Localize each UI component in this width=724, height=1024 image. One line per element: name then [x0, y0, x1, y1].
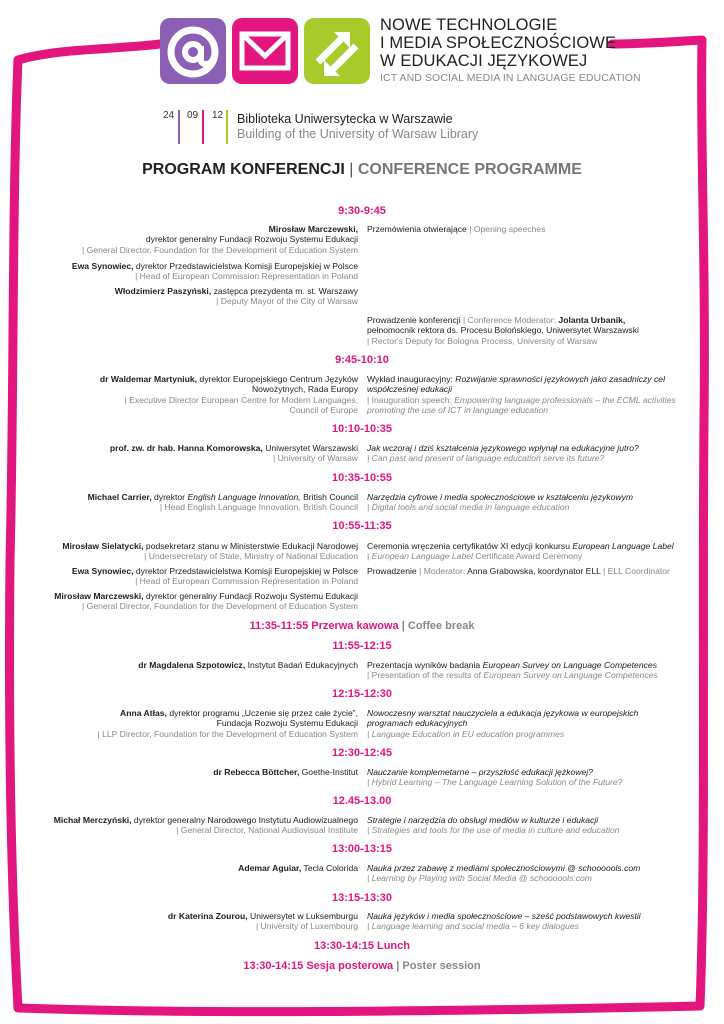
- time-slot-header: 9:30-9:45: [338, 205, 386, 217]
- talk-title-en: Empowering language professionals – the ECML activities: [454, 394, 676, 405]
- speaker-role: dyrektor Przedstawicielstwa Komisji Europejskiej w Polsce: [133, 566, 358, 576]
- speaker-role-en: | LLP Director, Foundation for the Development of Education System: [97, 728, 358, 739]
- time-slot-header: 10:35-10:55: [332, 472, 392, 484]
- talk-title-en-label: European Language Label: [371, 551, 473, 562]
- moderator-label-pl: Prowadzenie: [367, 566, 417, 576]
- time-slot-header: 12:30-12:45: [332, 747, 392, 759]
- speaker-role-en: | General Director, Foundation for the Development of Education System: [82, 244, 358, 255]
- talk-title-pl: Prezentacja wyników badania: [367, 660, 483, 670]
- speaker-block: [72, 261, 358, 282]
- talk-title-pl: Narzędzia cyfrowe i media społecznościowe w kształceniu językowym: [367, 492, 634, 502]
- speaker-block: [72, 566, 358, 587]
- talk-title: [367, 708, 638, 739]
- poster-session-en: | Poster session: [393, 960, 481, 972]
- moderator-label-pl: Prowadzenie konferencji: [367, 315, 461, 325]
- talk-title-pl: Ceremonia wręczenia certyfikatów XI edycji konkursu: [367, 541, 573, 551]
- lunch-header: 13:30-14:15 Lunch: [314, 940, 410, 952]
- programme-title: [0, 161, 724, 179]
- programme-title-pl: PROGRAM KONFERENCJI: [142, 161, 345, 178]
- talk-title: [367, 660, 658, 681]
- moderator-role-en: | Rector's Deputy for Bologna Process, University of Warsaw: [367, 335, 598, 346]
- speaker-name: Mirosław Marczewski,: [268, 224, 358, 234]
- speaker-name: Anna Atłas,: [119, 708, 167, 718]
- speaker-name: prof. zw. dr hab. Hanna Komorowska,: [109, 443, 263, 453]
- speaker-role-en: | Deputy Mayor of the City of Warsaw: [216, 296, 358, 307]
- speaker-role: podsekretarz stanu w Ministerstwie Edukacji Narodowej: [143, 541, 358, 551]
- speaker-block: [168, 911, 358, 932]
- time-slot-header: 11:55-12:15: [332, 640, 392, 652]
- speaker-name: Ewa Synowiec,: [71, 261, 134, 271]
- moderator-name: Jolanta Urbanik,: [558, 315, 626, 325]
- time-slot-header: 9:45-10:10: [335, 354, 389, 366]
- talk-title-en: | Language learning and social media – 6 key dialogues: [367, 921, 579, 932]
- speaker-name: dr Rebecca Böttcher,: [213, 767, 300, 777]
- talk-title: [367, 224, 546, 234]
- speaker-role-en: | Undersecretary of State, Ministry of National Education: [144, 551, 358, 562]
- venue: [237, 112, 478, 141]
- talk-title-pl: Nowoczesny warsztat nauczyciela a edukacja językowa w europejskich: [367, 708, 639, 718]
- talk-title-en: | Digital tools and social media in language education: [367, 502, 570, 513]
- speaker-block: [138, 660, 358, 670]
- talk-title-pl-label: European Language Label: [572, 541, 674, 551]
- venue-en: Building of the University of Warsaw Library: [237, 127, 479, 141]
- date-bar-green: [226, 110, 228, 144]
- speaker-name: Włodzimierz Paszyński,: [114, 286, 212, 296]
- talk-title-en: | Can past and present of language education serve its future?: [367, 453, 605, 464]
- time-slot-header: 10:55-11:35: [332, 520, 392, 532]
- time-slot-header: 13:00-13:15: [332, 843, 392, 855]
- at-sign-logo: [160, 18, 226, 84]
- speaker-role: zastępca prezydenta m. st. Warszawy: [211, 286, 358, 296]
- talk-title: [367, 541, 674, 562]
- speaker-role-en: | General Director, Foundation for the Development of Education System: [82, 601, 358, 612]
- title-english: ICT AND SOCIAL MEDIA IN LANGUAGE EDUCATION: [380, 72, 641, 84]
- time-slot-header: 12:15-12:30: [332, 688, 392, 700]
- poster-session-header: [0, 960, 724, 972]
- envelope-icon: [232, 18, 298, 84]
- date-month: 09: [187, 110, 199, 121]
- talk-title-pl-label: European Survey on Language Competences: [482, 660, 657, 670]
- talk-title-pl: Strategie i narzędzia do obsługi mediów w kulturze i edukacji: [367, 815, 599, 825]
- talk-title-en-label: European Survey on Language Competences: [483, 670, 658, 681]
- talk-title-pl: Nauka języków i media społecznościowe – sześć podstawowych kwestii: [367, 911, 641, 921]
- talk-title-en-2: promoting the use of ICT in language education: [367, 405, 549, 416]
- moderator-label-en: | Conference Moderator:: [460, 315, 559, 325]
- speaker-role: dyrektor generalny Fundacji Rozwoju Systemu Edukacji: [143, 591, 358, 601]
- time-slot-header: 13:15-13:30: [332, 892, 392, 904]
- talk-prefix-en: | Inauguration speech:: [367, 394, 455, 405]
- speaker-role: Instytut Badań Edukacyjnych: [245, 660, 358, 670]
- venue-pl: Biblioteka Uniwersytecka w Warszawie: [237, 112, 453, 126]
- speaker-name: Ademar Aguiar,: [238, 863, 302, 873]
- moderator-role: pełnomocnik rektora ds. Procesu Bolońskiego, Uniwersytet Warszawski: [367, 325, 639, 336]
- coffee-break-en: | Coffee break: [398, 620, 475, 632]
- talk-title-en: | Learning by Playing with Social Media @ schoooools.com: [367, 873, 592, 884]
- talk-title: [367, 767, 622, 788]
- talk-title-en-b: Certificate Award Ceremony: [472, 551, 583, 562]
- talk-title-pl-2: współczesnej edukacji: [367, 384, 453, 395]
- speaker-block: [115, 286, 358, 307]
- speaker-block: [54, 815, 358, 836]
- speaker-role: Uniwersytet Warszawski: [262, 443, 358, 453]
- date-bar-purple: [178, 110, 180, 144]
- speaker-role-en: | Head English Language Innovation, British Council: [159, 502, 358, 513]
- speaker-name: dr Waldemar Martyniuk,: [99, 374, 198, 384]
- arrows-logo: [304, 18, 370, 84]
- speaker-role-b: British Council: [300, 492, 358, 502]
- talk-title-en: | Strategies and tools for the use of media in culture and education: [367, 825, 620, 836]
- programme-title-separator: |: [349, 161, 354, 178]
- date-bar-pink: [202, 110, 204, 144]
- speaker-block: [88, 492, 358, 513]
- speaker-name: Mirosław Marczewski,: [54, 591, 144, 601]
- speaker-role: Goethe-Institut: [299, 767, 358, 777]
- speaker-role-en: | General Director, National Audiovisual Institute: [176, 825, 358, 836]
- speaker-role: dyrektor: [151, 492, 188, 502]
- speaker-role-2: Nowożytnych, Rada Europy: [251, 384, 358, 395]
- speaker-block: [213, 767, 358, 777]
- speaker-role-en: | Head of European Commission Representation in Poland: [135, 576, 358, 587]
- speaker-block: [97, 708, 358, 739]
- talk-title-pl: Nauczanie komplemetarne – przyszłość edukacji jężkowej?: [367, 767, 593, 777]
- speaker-name: Ewa Synowiec,: [71, 566, 134, 576]
- moderator-label-en: | Moderator:: [416, 566, 468, 576]
- speaker-name: dr Katerina Zourou,: [167, 911, 248, 921]
- speaker-role: dyrektor Europejskiego Centrum Języków: [197, 374, 358, 384]
- date-year: 12: [212, 110, 224, 121]
- speaker-block: [238, 863, 358, 873]
- talk-title-pl: Przemówienia otwierające: [367, 224, 467, 234]
- talk-title-en: | Language Education in EU education programmes: [367, 728, 565, 739]
- speaker-block: [54, 591, 358, 612]
- speaker-block: [100, 374, 358, 416]
- talk-title: [367, 911, 641, 932]
- talk-title: [367, 492, 633, 513]
- speaker-role-2: Fundacja Rozwoju Systemu Edukacji: [216, 718, 358, 729]
- exchange-arrows-icon: [304, 18, 370, 84]
- envelope-logo: [232, 18, 298, 84]
- title-line-1: NOWE TECHNOLOGIE: [380, 16, 558, 34]
- speaker-name: Michał Merczyński,: [53, 815, 132, 825]
- speaker-org: English Language Innovation,: [187, 492, 301, 502]
- moderator-block: [367, 566, 670, 576]
- speaker-role-en: | University of Warsaw: [272, 453, 358, 464]
- time-slot-header: 10:10-10:35: [332, 423, 392, 435]
- talk-title-en: | Opening speeches: [466, 224, 546, 234]
- talk-title: [367, 863, 640, 884]
- coffee-break-header: [0, 620, 724, 632]
- moderator-block: [367, 315, 639, 346]
- speaker-role: Tecla Colorida: [301, 863, 358, 873]
- title-line-3: W EDUKACJI JĘZYKOWEJ: [380, 52, 588, 70]
- talk-title-en: | Presentation of the results of: [367, 670, 484, 681]
- speaker-role: dyrektor generalny Fundacji Rozwoju Systemu Edukacji: [145, 234, 358, 245]
- speaker-name: Mirosław Sielatycki,: [62, 541, 144, 551]
- programme-title-en: CONFERENCE PROGRAMME: [357, 161, 582, 178]
- speaker-block: [62, 541, 358, 562]
- moderator-name: Anna Grabowska, koordynator ELL: [467, 566, 601, 576]
- coffee-break-time: 11:35-11:55 Przerwa kawowa: [249, 620, 399, 632]
- speaker-block: [110, 443, 358, 464]
- talk-title-pl: Nauka przez zabawę z mediami społecznościowymi @ schoooools.com: [367, 863, 641, 873]
- talk-title-en: | Hybrid Learning – The Language Learning Solution of the Future?: [367, 777, 623, 788]
- moderator-name-en: | ELL Coordinator: [600, 566, 670, 576]
- speaker-block: [82, 224, 358, 255]
- speaker-role-en: | Head of European Commission Representation in Poland: [135, 271, 358, 282]
- talk-prefix: Wykład inauguracyjny:: [367, 374, 456, 384]
- date-day: 24: [163, 110, 175, 121]
- time-slot-header: 12.45-13.00: [332, 795, 392, 807]
- at-sign-icon: [160, 18, 226, 84]
- speaker-role: dyrektor programu „Uczenie się przez całe życie”,: [166, 708, 358, 718]
- speaker-name: Michael Carrier,: [87, 492, 152, 502]
- speaker-role: dyrektor generalny Narodowego Instytutu Audiowizualnego: [131, 815, 358, 825]
- conference-title: [380, 16, 700, 84]
- talk-title-pl: Rozwijanie sprawności językowych jako zasadniczy cel: [455, 374, 665, 384]
- speaker-role-en-2: Council of Europe: [289, 405, 358, 416]
- talk-title: [367, 374, 676, 416]
- poster-session-time: 13:30-14:15 Sesja posterowa: [243, 960, 394, 972]
- speaker-role: Uniwersytet w Luksemburgu: [247, 911, 358, 921]
- talk-title-pl: Jak wczoraj i dziś kształcenia językowego wpłynął na edukacyjne jutro?: [367, 443, 639, 453]
- talk-title: [367, 443, 639, 464]
- speaker-name: dr Magdalena Szpotowicz,: [138, 660, 246, 670]
- title-line-2: I MEDIA SPOŁECZNOŚCIOWE: [380, 34, 617, 52]
- talk-title: [367, 815, 620, 836]
- speaker-role-en: | Executive Director European Centre for Modern Languages,: [124, 394, 358, 405]
- speaker-role: dyrektor Przedstawicielstwa Komisji Europejskiej w Polsce: [133, 261, 358, 271]
- talk-title-pl-2: programach edukacyjnych: [367, 718, 468, 729]
- talk-title-en: |: [367, 551, 372, 562]
- speaker-role-en: | University of Luxembourg: [255, 921, 358, 932]
